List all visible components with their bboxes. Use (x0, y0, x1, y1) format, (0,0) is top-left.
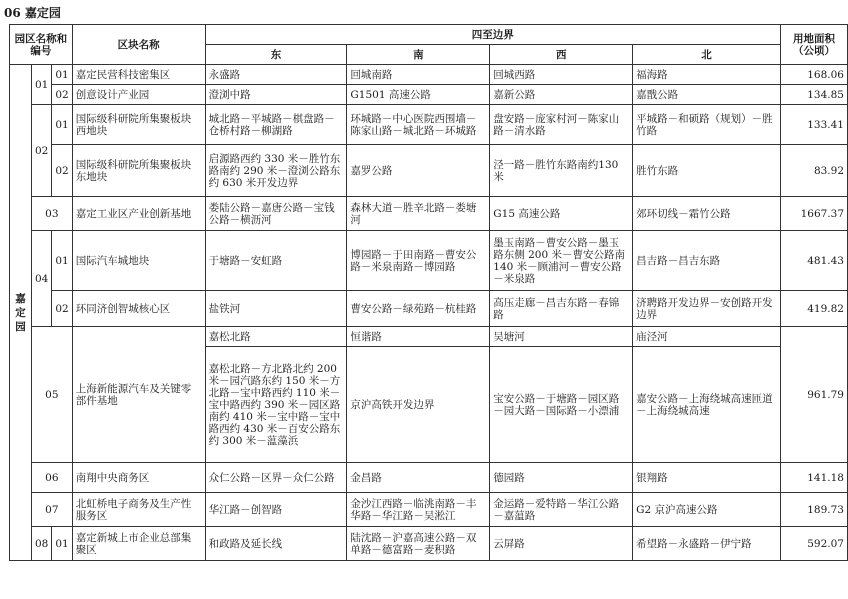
land-area: 133.41 (780, 105, 847, 145)
west-boundary: G15 高速公路 (490, 197, 633, 231)
south-boundary: 博园路－于田南路－曹安公路－米泉南路－博园路 (347, 231, 490, 291)
header-area: 用地面积（公顷） (780, 25, 847, 65)
north-boundary: 嘉安公路－上海绕城高速匝道－上海绕城高速 (633, 347, 781, 463)
north-boundary: 郊环切线－霜竹公路 (633, 197, 781, 231)
north-boundary-top: 庙泾河 (633, 327, 781, 347)
north-boundary: 福海路 (633, 65, 781, 85)
table-row (10, 527, 848, 561)
north-boundary: 银翔路 (633, 463, 781, 493)
zone-number: 03 (31, 197, 72, 231)
sub-number: 01 (52, 105, 72, 145)
south-boundary: 金沙江西路－临洮南路－丰华路－华江路－吴淞江 (347, 493, 490, 527)
page-title: 06 嘉定园 (4, 6, 61, 20)
east-boundary: 和政路及延长线 (205, 527, 347, 561)
south-boundary: 陆沈路－沪嘉高速公路－双单路－德富路－麦积路 (347, 527, 490, 561)
west-boundary: 宝安公路－于塘路－园区路－园大路－国际路－小漂浦 (490, 347, 633, 463)
land-area: 83.92 (780, 145, 847, 197)
table-row (10, 145, 848, 197)
sub-number: 01 (52, 65, 72, 85)
table-row (10, 85, 848, 105)
south-boundary: 曹安公路－绿苑路－杭桂路 (347, 291, 490, 327)
block-name: 南翔中央商务区 (72, 463, 205, 493)
north-boundary: 昌吉路－昌吉东路 (633, 231, 781, 291)
north-boundary: 嘉戬公路 (633, 85, 781, 105)
block-name: 创意设计产业园 (72, 85, 205, 105)
block-name: 环同济创智城核心区 (72, 291, 205, 327)
east-boundary: 盐铁河 (205, 291, 347, 327)
table-row (10, 197, 848, 231)
zone-number: 06 (31, 463, 72, 493)
west-boundary: 嘉新公路 (490, 85, 633, 105)
park-name: 嘉 定 园 (10, 65, 32, 561)
table-row (10, 463, 848, 493)
south-boundary: 京沪高铁开发边界 (347, 347, 490, 463)
east-boundary: 娄陆公路－嘉唐公路－宝钱公路－横沥河 (205, 197, 347, 231)
block-name: 嘉定民营科技密集区 (72, 65, 205, 85)
south-boundary: 嘉罗公路 (347, 145, 490, 197)
east-boundary: 澄浏中路 (205, 85, 347, 105)
land-area: 481.43 (780, 231, 847, 291)
table-row (10, 65, 848, 85)
south-boundary-top: 恒谐路 (347, 327, 490, 347)
east-boundary: 嘉松北路－方北路北约 200 米－园汽路东约 150 米－方北路－宝中路西约 110 米－宝中路西约 390 米－园区路南约 410 米－宝中路－宝中路西约 430 米－百安公路东约 300 米－蕰藻浜 (205, 347, 347, 463)
header-east: 东 (205, 45, 347, 65)
table-row (10, 493, 848, 527)
east-boundary: 城北路－平城路－棋盘路－仓桥村路－柳湖路 (205, 105, 347, 145)
boundary-table (9, 24, 848, 561)
south-boundary: G1501 高速公路 (347, 85, 490, 105)
block-name: 国际级科研院所集聚板块西地块 (72, 105, 205, 145)
east-boundary: 众仁公路－区界－众仁公路 (205, 463, 347, 493)
header-block: 区块名称 (72, 25, 205, 65)
land-area: 134.85 (780, 85, 847, 105)
sub-number: 01 (52, 527, 72, 561)
west-boundary: 德园路 (490, 463, 633, 493)
east-boundary: 于塘路－安虹路 (205, 231, 347, 291)
header-boundary: 四至边界 (205, 25, 780, 45)
land-area: 1667.37 (780, 197, 847, 231)
east-boundary: 永盛路 (205, 65, 347, 85)
sub-number: 01 (52, 231, 72, 291)
west-boundary: 泾一路－胜竹东路南约130 米 (490, 145, 633, 197)
south-boundary: 森林大道－胜辛北路－娄塘河 (347, 197, 490, 231)
north-boundary: G2 京沪高速公路 (633, 493, 781, 527)
east-boundary: 华江路－创智路 (205, 493, 347, 527)
west-boundary: 盘安路－庞家村河－陈家山路－清水路 (490, 105, 633, 145)
land-area: 189.73 (780, 493, 847, 527)
table-row (10, 327, 848, 347)
land-area: 592.07 (780, 527, 847, 561)
east-boundary-top: 嘉松北路 (205, 327, 347, 347)
table-row (10, 105, 848, 145)
west-boundary: 回城西路 (490, 65, 633, 85)
header-north: 北 (633, 45, 781, 65)
west-boundary-top: 吴塘河 (490, 327, 633, 347)
sub-number: 02 (52, 291, 72, 327)
east-boundary: 启源路西约 330 米－胜竹东路南约 290 米－澄浏公路东约 630 米开发边界 (205, 145, 347, 197)
land-area: 419.82 (780, 291, 847, 327)
north-boundary: 平城路－和硕路（规划）－胜竹路 (633, 105, 781, 145)
south-boundary: 金昌路 (347, 463, 490, 493)
table-row (10, 291, 848, 327)
header-west: 西 (490, 45, 633, 65)
block-name: 上海新能源汽车及关键零部件基地 (72, 327, 205, 463)
zone-number: 04 (31, 231, 51, 327)
north-boundary: 希望路－永盛路－伊宁路 (633, 527, 781, 561)
north-boundary: 济聘路开发边界－安创路开发边界 (633, 291, 781, 327)
header-zone: 园区名称和编号 (10, 25, 73, 65)
block-name: 嘉定工业区产业创新基地 (72, 197, 205, 231)
south-boundary: 环城路－中心医院西围墙－陈家山路－城北路－环城路 (347, 105, 490, 145)
block-name: 嘉定新城上市企业总部集聚区 (72, 527, 205, 561)
south-boundary: 回城南路 (347, 65, 490, 85)
land-area: 168.06 (780, 65, 847, 85)
header-south: 南 (347, 45, 490, 65)
land-area: 141.18 (780, 463, 847, 493)
sub-number: 02 (52, 145, 72, 197)
header-row (10, 25, 848, 45)
table-row (10, 231, 848, 291)
zone-number: 07 (31, 493, 72, 527)
zone-number: 05 (31, 327, 72, 463)
sub-number: 02 (52, 85, 72, 105)
land-area: 961.79 (780, 327, 847, 463)
west-boundary: 高压走廊－昌吉东路－春锦路 (490, 291, 633, 327)
west-boundary: 金运路－爱特路－华江公路－嘉蕰路 (490, 493, 633, 527)
zone-number: 08 (31, 527, 51, 561)
west-boundary: 墨玉南路－曹安公路－墨玉路东侧 200 米－曹安公路南 140 米－顾浦河－曹安公路－米泉路 (490, 231, 633, 291)
north-boundary: 胜竹东路 (633, 145, 781, 197)
west-boundary: 云屏路 (490, 527, 633, 561)
block-name: 国际汽车城地块 (72, 231, 205, 291)
zone-number: 01 (31, 65, 51, 105)
block-name: 北虹桥电子商务及生产性服务区 (72, 493, 205, 527)
zone-number: 02 (31, 105, 51, 197)
block-name: 国际级科研院所集聚板块东地块 (72, 145, 205, 197)
